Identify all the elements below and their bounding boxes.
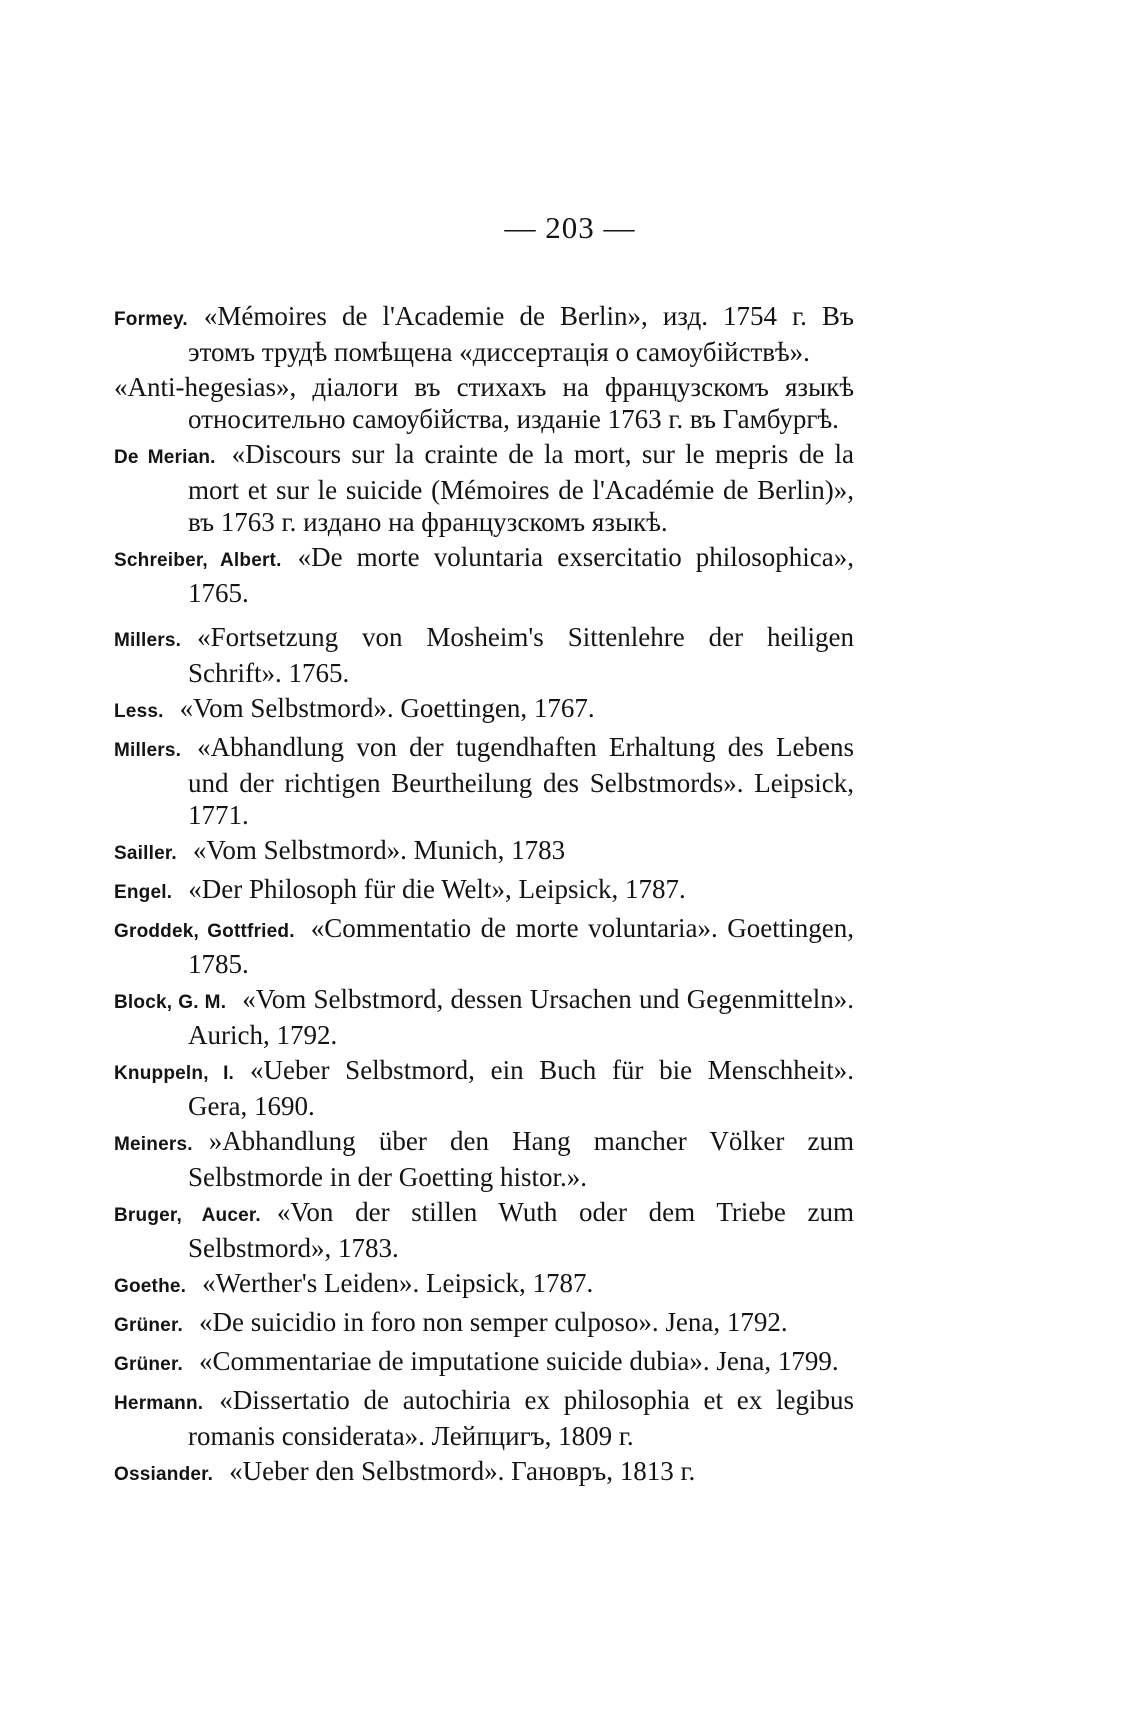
bibliography-entry	[114, 731, 854, 831]
entry-text: «Vom Selbstmord». Munich, 1783	[192, 835, 566, 865]
bibliography-entry	[114, 438, 854, 538]
bibliography-entry	[114, 541, 854, 609]
entry-author: De Merian.	[114, 447, 216, 468]
bibliography-entry	[114, 1054, 854, 1122]
entry-author: Grüner.	[114, 1354, 183, 1375]
entry-author: Formey.	[114, 309, 188, 330]
bibliography-entry	[114, 873, 854, 909]
entry-text: «Dissertatio de autochiria ex philosophia et ex legibus romanis considerata». Лейпцигъ, 1809 г.	[188, 1385, 854, 1451]
entry-text: «Commentatio de morte voluntaria». Goettingen, 1785.	[188, 913, 854, 979]
entry-text: «Vom Selbstmord, dessen Ursachen und Gegenmitteln». Aurich, 1792.	[188, 984, 854, 1050]
bibliography-entry	[114, 692, 854, 728]
entry-author: Goethe.	[114, 1276, 187, 1297]
bibliography-entry	[114, 1267, 854, 1303]
entry-text: «Ueber den Selbstmord». Гановръ, 1813 г.	[229, 1456, 696, 1486]
entry-text: «Werther's Leiden». Leipsick, 1787.	[202, 1268, 594, 1298]
entry-author: Block, G. M.	[114, 992, 227, 1013]
entry-author: Ossiander.	[114, 1464, 214, 1485]
bibliography-entry	[114, 983, 854, 1051]
bibliography-entry	[114, 1455, 854, 1491]
entry-author: Bruger, Aucer.	[114, 1205, 261, 1226]
bibliography-entry	[114, 1196, 854, 1264]
entry-author: Less.	[114, 701, 164, 722]
bibliography-entry	[114, 371, 854, 435]
bibliography-entry	[114, 621, 854, 689]
entry-text: «Abhandlung von der tugendhaften Erhaltung des Lebens und der richtigen Beurtheilung des Selbstmords». Leipsick, 1771.	[188, 732, 854, 830]
bibliography-entry	[114, 1345, 854, 1381]
bibliography-entry	[114, 1125, 854, 1193]
entry-text: «De suicidio in foro non semper culposo». Jena, 1792.	[198, 1307, 788, 1337]
entry-text: «Mémoires de l'Academie de Berlin», изд. 1754 г. Въ этомъ трудѣ помѣщена «диссертація о самоубійствѣ».	[188, 301, 854, 367]
bibliography-entry	[114, 1306, 854, 1342]
entry-author: Groddek, Gottfried.	[114, 921, 295, 942]
entry-text: «Ueber Selbstmord, ein Buch für bie Menschheit». Gera, 1690.	[188, 1055, 854, 1121]
entry-author: Hermann.	[114, 1393, 204, 1414]
entry-author: Grüner.	[114, 1315, 183, 1336]
entry-text: «Anti-hegesias», діалоги въ стихахъ на французскомъ языкѣ относительно самоубійства, изданіе 1763 г. въ Гамбургѣ.	[114, 372, 854, 434]
entry-author: Knuppeln, I.	[114, 1063, 235, 1084]
entry-author: Meiners.	[114, 1134, 193, 1155]
entry-author: Millers.	[114, 740, 182, 761]
bibliography-entry	[114, 834, 854, 870]
entry-author: Sailler.	[114, 843, 177, 864]
entry-text: «Vom Selbstmord». Goettingen, 1767.	[179, 693, 595, 723]
entry-author: Schreiber, Albert.	[114, 550, 282, 571]
page-number: — 203 —	[504, 210, 636, 245]
bibliography-entry	[114, 300, 854, 368]
entry-text: »Abhandlung über den Hang mancher Völker zum Selbstmorde in der Goetting histor.».	[188, 1126, 854, 1192]
entry-text: «Fortsetzung von Mosheim's Sittenlehre der heiligen Schrift». 1765.	[188, 622, 854, 688]
bibliography-entry	[114, 912, 854, 980]
entry-author: Millers.	[114, 630, 182, 651]
bibliography-list	[114, 300, 854, 1494]
entry-text: «Commentariae de imputatione suicide dubia». Jena, 1799.	[198, 1346, 839, 1376]
entry-text: «Von der stillen Wuth oder dem Triebe zum Selbstmord», 1783.	[188, 1197, 854, 1263]
entry-text: «Discours sur la crainte de la mort, sur le mepris de la mort et sur le suicide (Mémoires de l'Académie de Berlin)», въ 1763 г. издано на французскомъ языкѣ.	[188, 439, 854, 537]
bibliography-entry	[114, 1384, 854, 1452]
entry-text: «De morte voluntaria exsercitatio philosophica», 1765.	[188, 542, 855, 608]
entry-author: Engel.	[114, 882, 173, 903]
entry-text: «Der Philosoph für die Welt», Leipsick, 1787.	[188, 874, 686, 904]
